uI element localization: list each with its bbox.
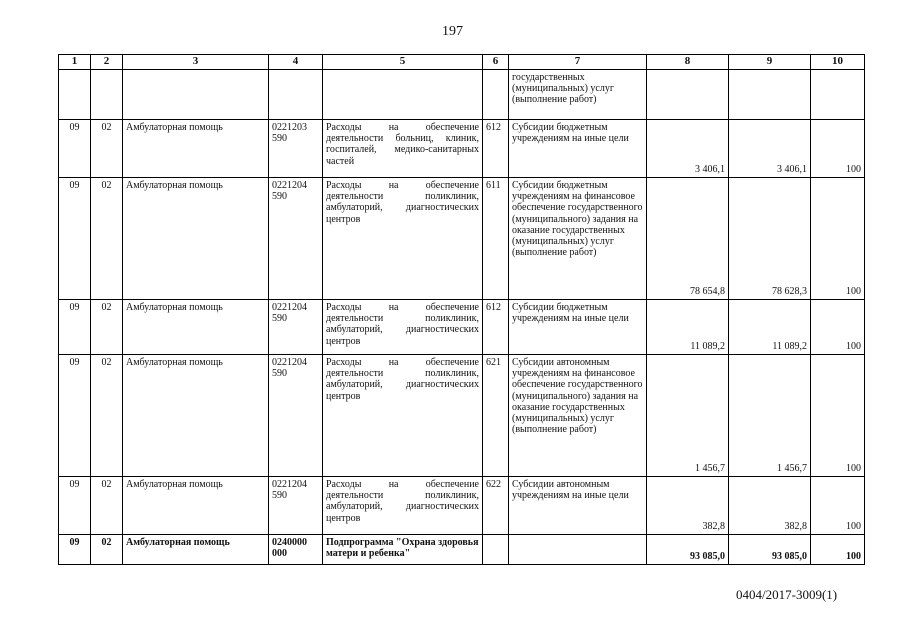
col-header-9: 9 <box>729 55 811 70</box>
planned-amount-cell: 11 089,2 <box>647 300 729 355</box>
target-code-cell: 0221204 590 <box>269 178 323 300</box>
description-cell: Расходы на обеспечение деятельности больниц, клиник, госпиталей, медико-санитарных частей <box>323 120 483 178</box>
description-cell: Подпрограмма "Охрана здоровья матери и ребенка" <box>323 535 483 565</box>
target-code-cell: 0240000 000 <box>269 535 323 565</box>
percent-cell: 100 <box>811 120 865 178</box>
header-row <box>59 55 865 70</box>
col-header-8: 8 <box>647 55 729 70</box>
actual-amount-cell: 382,8 <box>729 477 811 535</box>
expense-type-cell <box>509 535 647 565</box>
section-cell: 09 <box>59 300 91 355</box>
name-cell: Амбулаторная помощь <box>123 535 269 565</box>
description-cell: Расходы на обеспечение деятельности поликлиник, амбулаторий, диагностических центров <box>323 477 483 535</box>
percent-cell: 100 <box>811 300 865 355</box>
subsection-cell: 02 <box>91 300 123 355</box>
actual-amount-cell: 3 406,1 <box>729 120 811 178</box>
expense-code-cell: 612 <box>483 120 509 178</box>
col-header-3: 3 <box>123 55 269 70</box>
description-cell: Расходы на обеспечение деятельности поликлиник, амбулаторий, диагностических центров <box>323 355 483 477</box>
description-cell: Расходы на обеспечение деятельности поликлиник, амбулаторий, диагностических центров <box>323 178 483 300</box>
expense-code-cell: 622 <box>483 477 509 535</box>
actual-amount-cell: 93 085,0 <box>729 535 811 565</box>
table-row <box>59 120 865 178</box>
table-row <box>59 178 865 300</box>
percent-cell: 100 <box>811 535 865 565</box>
col-header-6: 6 <box>483 55 509 70</box>
planned-amount-cell: 3 406,1 <box>647 120 729 178</box>
target-code-cell: 0221204 590 <box>269 300 323 355</box>
subsection-cell: 02 <box>91 535 123 565</box>
continuation-row <box>59 70 865 120</box>
expense-code-cell: 621 <box>483 355 509 477</box>
name-cell: Амбулаторная помощь <box>123 477 269 535</box>
table-row <box>59 477 865 535</box>
expense-type-cell: Субсидии бюджетным учреждениям на финансовое обеспечение государственного (муниципального) задания на оказание государственных (муниципальных) услуг (выполнение работ) <box>509 178 647 300</box>
name-cell: Амбулаторная помощь <box>123 120 269 178</box>
actual-amount-cell: 78 628,3 <box>729 178 811 300</box>
table-row <box>59 355 865 477</box>
target-code-cell: 0221203 590 <box>269 120 323 178</box>
description-cell: Расходы на обеспечение деятельности поликлиник, амбулаторий, диагностических центров <box>323 300 483 355</box>
section-cell: 09 <box>59 535 91 565</box>
planned-amount-cell: 93 085,0 <box>647 535 729 565</box>
percent-cell: 100 <box>811 477 865 535</box>
section-cell: 09 <box>59 178 91 300</box>
expense-code-cell <box>483 535 509 565</box>
planned-amount-cell: 382,8 <box>647 477 729 535</box>
name-cell: Амбулаторная помощь <box>123 355 269 477</box>
actual-amount-cell: 1 456,7 <box>729 355 811 477</box>
target-code-cell: 0221204 590 <box>269 355 323 477</box>
document-code: 0404/2017-3009(1) <box>736 587 838 602</box>
planned-amount-cell: 78 654,8 <box>647 178 729 300</box>
subsection-cell: 02 <box>91 120 123 178</box>
percent-cell: 100 <box>811 178 865 300</box>
section-cell: 09 <box>59 477 91 535</box>
expense-type-cell: Субсидии автономным учреждениям на иные цели <box>509 477 647 535</box>
col-header-1: 1 <box>59 55 91 70</box>
percent-cell: 100 <box>811 355 865 477</box>
actual-amount-cell: 11 089,2 <box>729 300 811 355</box>
subsection-cell: 02 <box>91 355 123 477</box>
target-code-cell: 0221204 590 <box>269 477 323 535</box>
col-header-10: 10 <box>811 55 865 70</box>
table-row <box>59 300 865 355</box>
col-header-4: 4 <box>269 55 323 70</box>
name-cell: Амбулаторная помощь <box>123 300 269 355</box>
expense-type-cell: Субсидии бюджетным учреждениям на иные цели <box>509 120 647 178</box>
expense-code-cell: 612 <box>483 300 509 355</box>
section-cell: 09 <box>59 120 91 178</box>
expense-type-cell: Субсидии бюджетным учреждениям на иные цели <box>509 300 647 355</box>
total-row <box>59 535 865 565</box>
page-number: 197 <box>442 24 463 39</box>
section-cell: 09 <box>59 355 91 477</box>
name-cell: Амбулаторная помощь <box>123 178 269 300</box>
planned-amount-cell: 1 456,7 <box>647 355 729 477</box>
expense-type-cell: Субсидии автономным учреждениям на финансовое обеспечение государственного (муниципального) задания на оказание государственных (муниципальных) услуг (выполнение работ) <box>509 355 647 477</box>
col-header-5: 5 <box>323 55 483 70</box>
col-header-2: 2 <box>91 55 123 70</box>
expense-type-cell: государственных (муниципальных) услуг (выполнение работ) <box>509 70 647 120</box>
expense-code-cell: 611 <box>483 178 509 300</box>
col-header-7: 7 <box>509 55 647 70</box>
subsection-cell: 02 <box>91 178 123 300</box>
budget-table <box>58 54 865 565</box>
subsection-cell: 02 <box>91 477 123 535</box>
